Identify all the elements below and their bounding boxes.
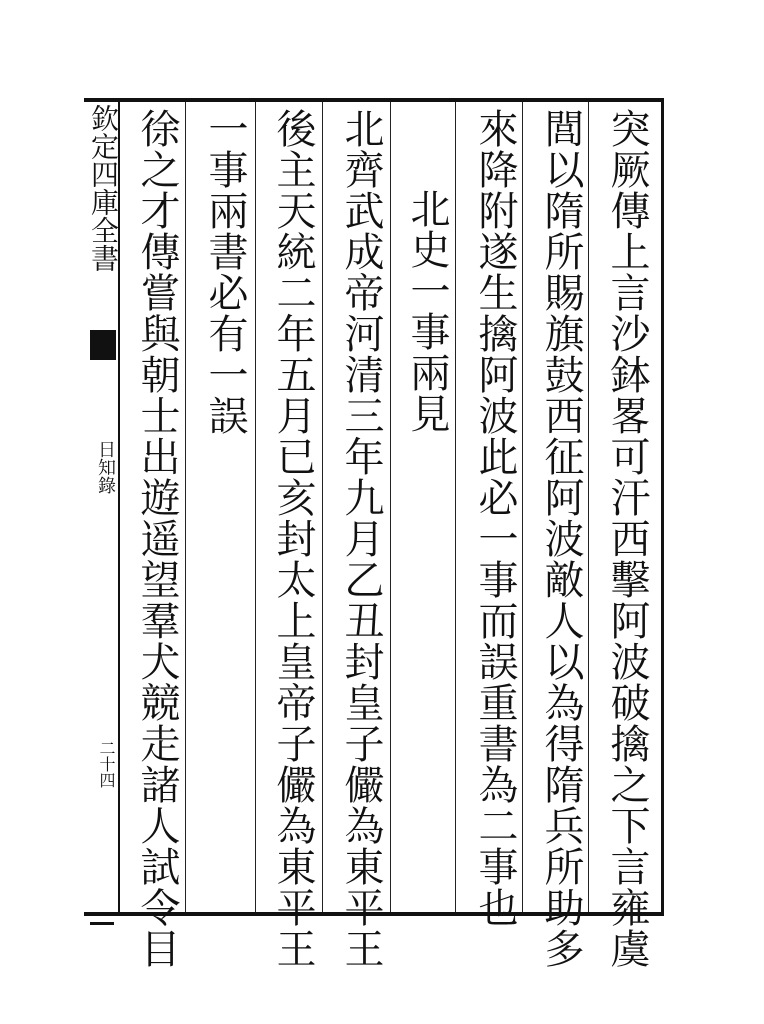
margin-page-number: 二十四 [97, 740, 116, 788]
text-column-3 [466, 108, 524, 928]
bottom-mark [90, 922, 114, 925]
heading-text: 北史一事兩見 [404, 188, 450, 434]
fish-tail-mark [90, 330, 116, 360]
column-rule [255, 102, 256, 912]
column-text: 徐之才傳嘗與朝士出遊遥望羣犬競走諸人試令目 [134, 108, 180, 969]
column-text: 一事兩書必有一誤 [202, 108, 248, 436]
section-heading [398, 188, 456, 988]
margin-title: 欽定四庫全書 [87, 104, 120, 272]
column-rule [390, 102, 391, 912]
column-text: 北齊武成帝河清三年九月乙丑封皇子儼為東平王 [338, 108, 384, 969]
text-column-8 [128, 108, 186, 969]
text-column-5 [332, 108, 390, 969]
text-column-6 [264, 108, 322, 969]
text-column-2 [532, 108, 590, 969]
margin-book-title: 日知錄 [95, 440, 116, 494]
text-column-7 [196, 108, 254, 908]
column-text: 後主天統二年五月已亥封太上皇帝子儼為東平王 [270, 108, 316, 969]
column-text: 閭以隋所賜旗鼓西征阿波敵人以為得隋兵所助多 [538, 108, 584, 969]
column-text: 突厥傳上言沙鉢畧可汗西擊阿波破擒之下言雍虞 [604, 108, 650, 969]
column-rule [322, 102, 323, 912]
text-column-1 [598, 108, 656, 969]
column-text: 來降附遂生擒阿波此必一事而誤重書為二事也 [472, 108, 518, 928]
